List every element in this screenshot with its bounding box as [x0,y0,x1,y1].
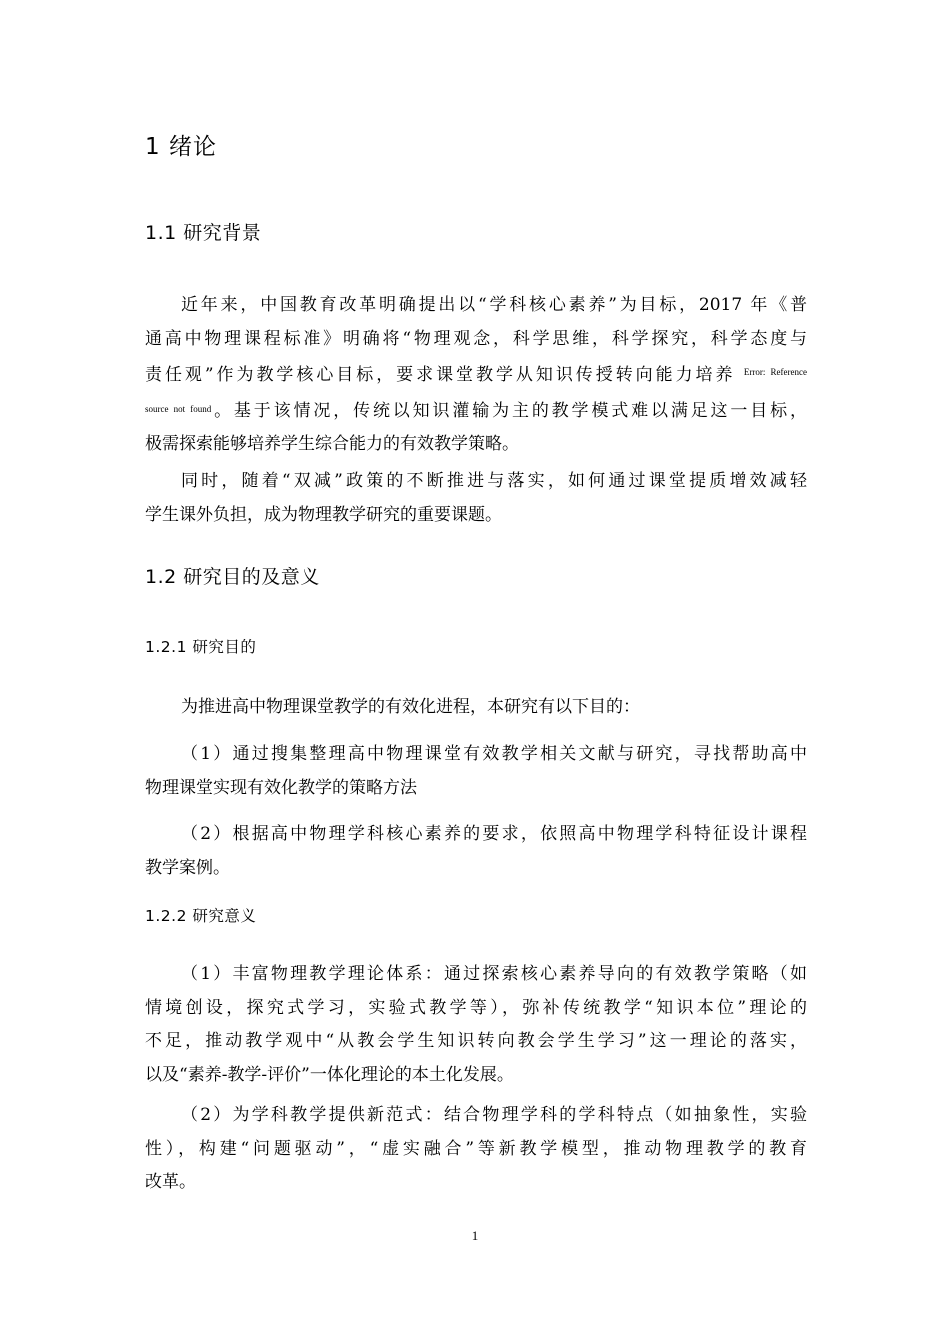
text-line: （1）丰富物理教学理论体系：通过探索核心素养导向的有效教学策略（如 [181,964,807,984]
text-line: 性），构建“问题驱动”，“虚实融合”等新教学模型，推动物理教学的教育 [145,1138,807,1159]
text-line: （2）根据高中物理学科核心素养的要求，依照高中物理学科特征设计课程 [181,824,807,844]
text-line: 极需探索能够培养学生综合能力的有效教学策略。 [145,434,519,454]
section-heading-1-2: 1.2 研究目的及意义 [145,566,320,588]
paragraph-significance-item-2 [145,1099,807,1200]
paragraph-purpose-item-2 [145,818,807,885]
paragraph-significance-item-1 [145,958,807,1092]
text-line: （1）通过搜集整理高中物理课堂有效教学相关文献与研究，寻找帮助高中 [181,744,807,764]
text-line [145,393,807,429]
text-line: 近年来，中国教育改革明确提出以“学科核心素养”为目标，2017 年《普 [181,295,807,315]
text-segment: 。基于该情况，传统以知识灌输为主的教学模式难以满足这一目标， [211,400,807,421]
text-line [145,356,807,393]
text-line: 不足，推动教学观中“从教会学生知识转向教会学生学习”这一理论的落实， [145,1031,807,1051]
text-line: 为推进高中物理课堂教学的有效化进程，本研究有以下目的： [181,697,640,717]
text-line: 教学案例。 [145,857,230,878]
paragraph-background-1 [145,289,807,462]
text-line: （2）为学科教学提供新范式：结合物理学科的学科特点（如抽象性，实验 [181,1105,807,1125]
text-line: 同时，随着“双减”政策的不断推进与落实，如何通过课堂提质增效减轻 [181,471,807,491]
subsection-heading-1-2-1: 1.2.1 研究目的 [145,638,257,656]
text-segment: 责任观”作为教学核心目标，要求课堂教学从知识传授转向能力培养 [145,365,736,385]
reference-error: source not found [145,403,212,414]
text-line: 情境创设，探究式学习，实验式教学等），弥补传统教学“知识本位”理论的 [145,997,807,1018]
text-line: 改革。 [145,1172,196,1192]
text-line: 通高中物理课程标准》明确将“物理观念，科学思维，科学探究，科学态度与 [145,328,807,349]
paragraph-purpose-intro [145,691,807,725]
text-line: 物理课堂实现有效化教学的策略方法 [145,777,417,798]
text-line: 以及“素养-教学-评价”一体化理论的本土化发展。 [145,1064,514,1085]
reference-error: Error: Reference [743,367,807,377]
paragraph-purpose-item-1 [145,738,807,805]
text-line: 学生课外负担，成为物理教学研究的重要课题。 [145,504,502,525]
chapter-heading: 1 绪论 [145,134,217,160]
subsection-heading-1-2-2: 1.2.2 研究意义 [145,907,257,925]
paragraph-background-2 [145,465,807,532]
page-number: 1 [471,1228,479,1243]
section-heading-1-1: 1.1 研究背景 [145,222,262,244]
